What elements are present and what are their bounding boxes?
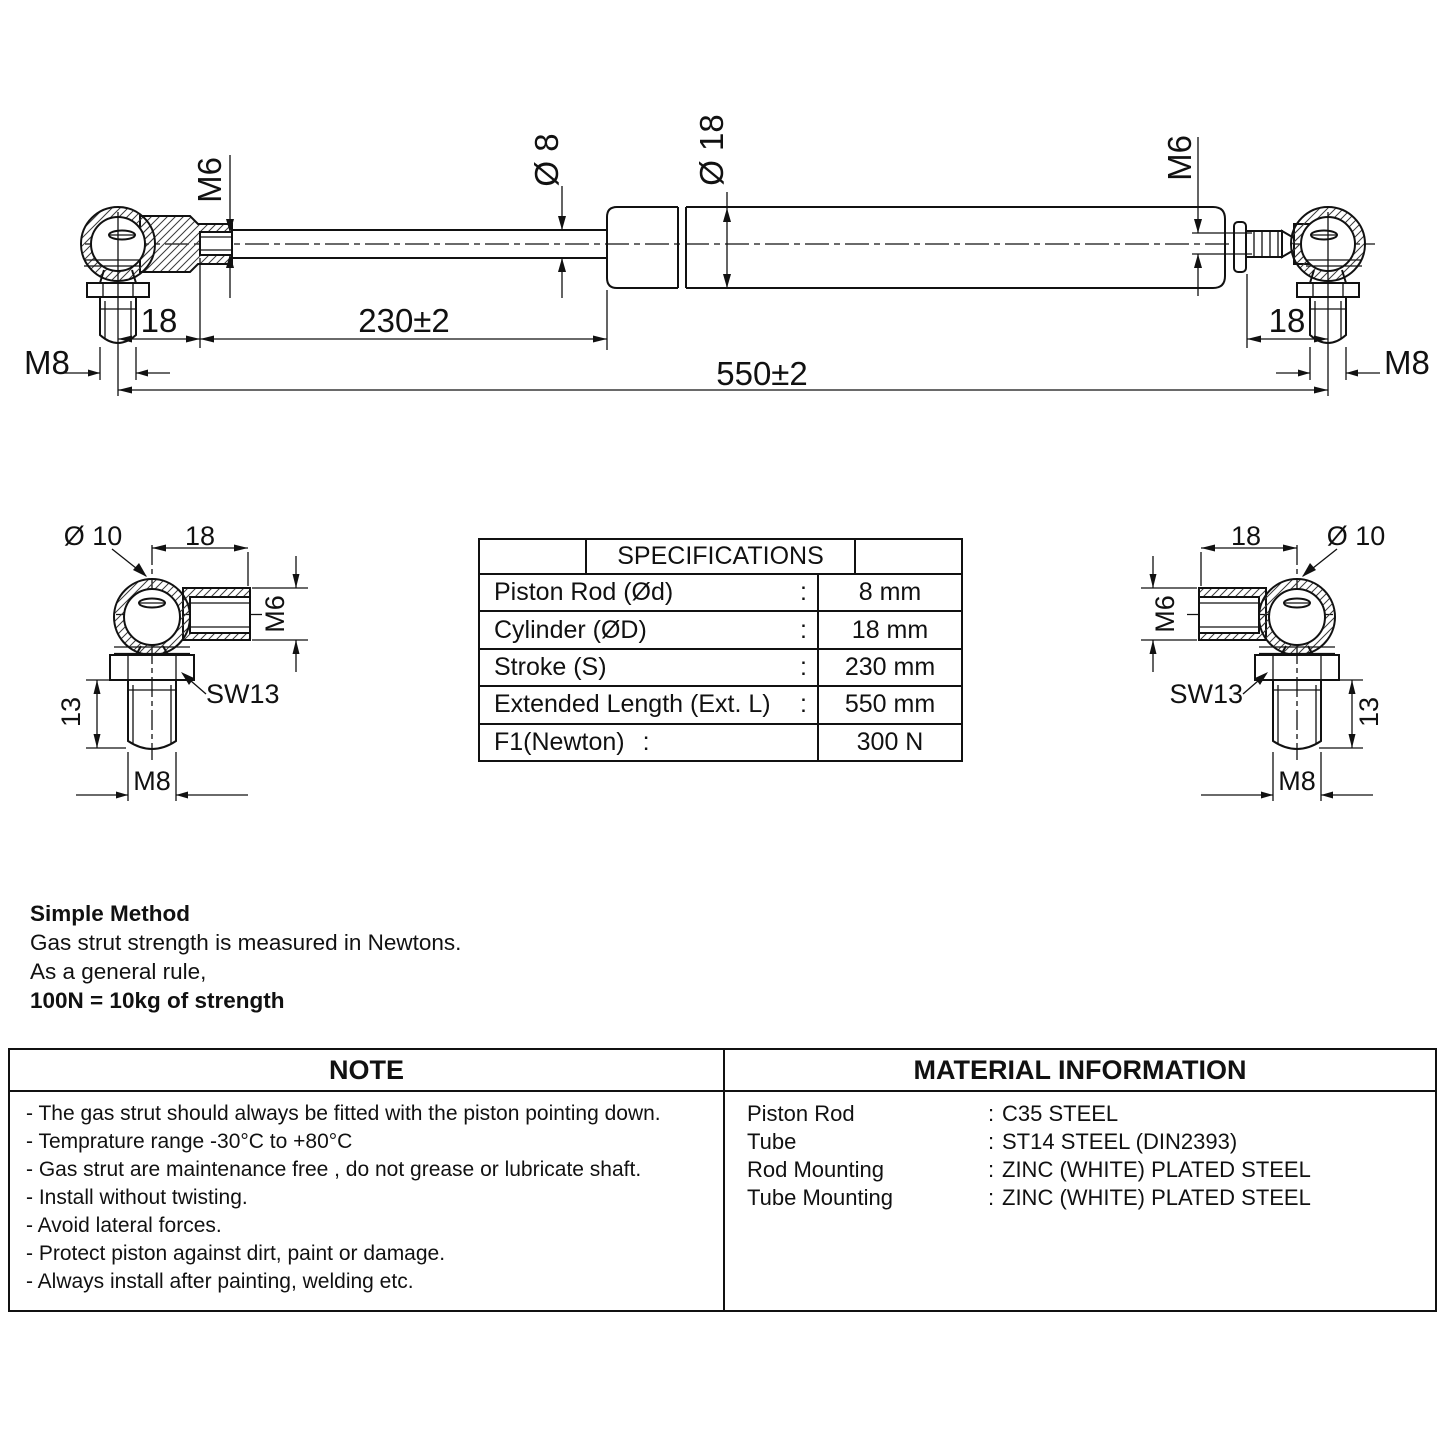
specifications-title: SPECIFICATIONS: [585, 540, 856, 573]
dim-label-cyl-dia: Ø 18: [693, 114, 730, 186]
dim-label-stud-left: M8: [24, 344, 70, 381]
dim-label-stud-right: M8: [1384, 344, 1430, 381]
detail-label-ball-dia-right: Ø 10: [1326, 521, 1386, 551]
spec-row-force: [480, 723, 961, 760]
material-header: [725, 1050, 1435, 1092]
specifications-header: [480, 540, 961, 575]
detail-label-thread-left: M6: [260, 595, 290, 633]
spec-row-piston-rod: [480, 575, 961, 610]
material-label: Tube: [747, 1129, 797, 1154]
material-label: Piston Rod: [747, 1101, 855, 1126]
specifications-table: [478, 538, 963, 762]
spec-value: 230 mm: [844, 653, 936, 682]
dim-label-end-right: 18: [1268, 302, 1306, 339]
detail-label-thread-right: M6: [1150, 595, 1180, 633]
spec-row-cylinder: [480, 610, 961, 647]
material-colon: :: [988, 1185, 995, 1210]
spec-colon: :: [642, 727, 650, 756]
note-item: - Avoid lateral forces.: [26, 1214, 222, 1237]
right-washer: [1234, 222, 1246, 272]
detail-ball-right: [1269, 589, 1325, 645]
material-label: Rod Mounting: [747, 1157, 884, 1182]
detail-label-hex-right: SW13: [1169, 679, 1243, 709]
note-item: - Protect piston against dirt, paint or damage.: [26, 1242, 446, 1265]
material-label: Tube Mounting: [747, 1185, 893, 1210]
note-item: - Gas strut are maintenance free , do not grease or lubricate shaft.: [26, 1158, 642, 1181]
spec-label: Cylinder (ØD): [494, 615, 647, 644]
note-list: [10, 1092, 725, 1310]
material-row: [747, 1128, 1435, 1156]
strut-side-view: [24, 114, 1430, 396]
left-fitting-detail: [56, 521, 308, 801]
spec-row-extended-length: [480, 685, 961, 722]
detail-label-stud-len-left: 13: [56, 696, 86, 728]
dim-label-thread-left: M6: [191, 157, 228, 203]
spec-label: F1(Newton): [494, 727, 625, 756]
detail-label-body-len-right: 18: [1230, 521, 1262, 551]
spec-colon: :: [800, 653, 807, 682]
detail-ball: [124, 589, 180, 645]
dim-label-stroke: 230±2: [358, 302, 450, 339]
spec-value: 8 mm: [858, 578, 922, 607]
material-value: C35 STEEL: [1002, 1101, 1119, 1126]
note-item: - Temprature range -30°C to +80°C: [26, 1130, 353, 1153]
spec-value: 300 N: [856, 727, 924, 756]
simple-method-line1: Gas strut strength is measured in Newtons.: [30, 930, 462, 955]
material-value: ZINC (WHITE) PLATED STEEL: [1002, 1157, 1311, 1182]
dim-label-rod-dia: Ø 8: [528, 133, 565, 187]
note-item: - Always install after painting, welding etc.: [26, 1270, 414, 1293]
material-value: ZINC (WHITE) PLATED STEEL: [1002, 1185, 1311, 1210]
simple-method-formula: 100N = 10kg of strength: [30, 988, 285, 1013]
detail-label-stud-len-right: 13: [1354, 696, 1384, 728]
spec-value: 18 mm: [851, 615, 929, 644]
spec-colon: :: [800, 690, 807, 719]
dim-label-thread-right: M6: [1161, 135, 1198, 181]
dim-label-total-length: 550±2: [716, 355, 808, 392]
spec-value: 550 mm: [844, 690, 936, 719]
detail-label-stud-thread-right: M8: [1278, 766, 1316, 796]
spec-colon: :: [800, 615, 807, 644]
material-title: MATERIAL INFORMATION: [913, 1054, 1247, 1085]
material-value: ST14 STEEL (DIN2393): [1002, 1129, 1238, 1154]
material-colon: :: [988, 1157, 995, 1182]
material-colon: :: [988, 1129, 995, 1154]
spec-label: Piston Rod (Ød): [494, 578, 674, 607]
simple-method-block: [30, 899, 461, 1015]
cylinder-tube: [607, 207, 1225, 288]
note-material-table: [8, 1048, 1437, 1312]
material-list: [725, 1092, 1435, 1310]
material-row: [747, 1184, 1435, 1212]
note-item: - Install without twisting.: [26, 1186, 248, 1209]
note-title: NOTE: [328, 1054, 404, 1085]
spec-label: Stroke (S): [494, 653, 607, 682]
dim-label-end-left: 18: [140, 302, 178, 339]
detail-label-hex-left: SW13: [206, 679, 280, 709]
material-colon: :: [988, 1101, 995, 1126]
simple-method-line2: As a general rule,: [30, 959, 207, 984]
material-row: [747, 1100, 1435, 1128]
note-header: [10, 1050, 725, 1092]
note-item: - The gas strut should always be fitted with the piston pointing down.: [26, 1102, 661, 1125]
material-row: [747, 1156, 1435, 1184]
spec-label: Extended Length (Ext. L): [494, 690, 771, 719]
simple-method-heading: Simple Method: [30, 901, 191, 926]
spec-colon: :: [800, 578, 807, 607]
right-fitting-detail: [1141, 521, 1385, 801]
detail-label-ball-dia-left: Ø 10: [63, 521, 123, 551]
detail-label-body-len-left: 18: [184, 521, 216, 551]
spec-row-stroke: [480, 648, 961, 685]
detail-label-stud-thread-left: M8: [133, 766, 171, 796]
